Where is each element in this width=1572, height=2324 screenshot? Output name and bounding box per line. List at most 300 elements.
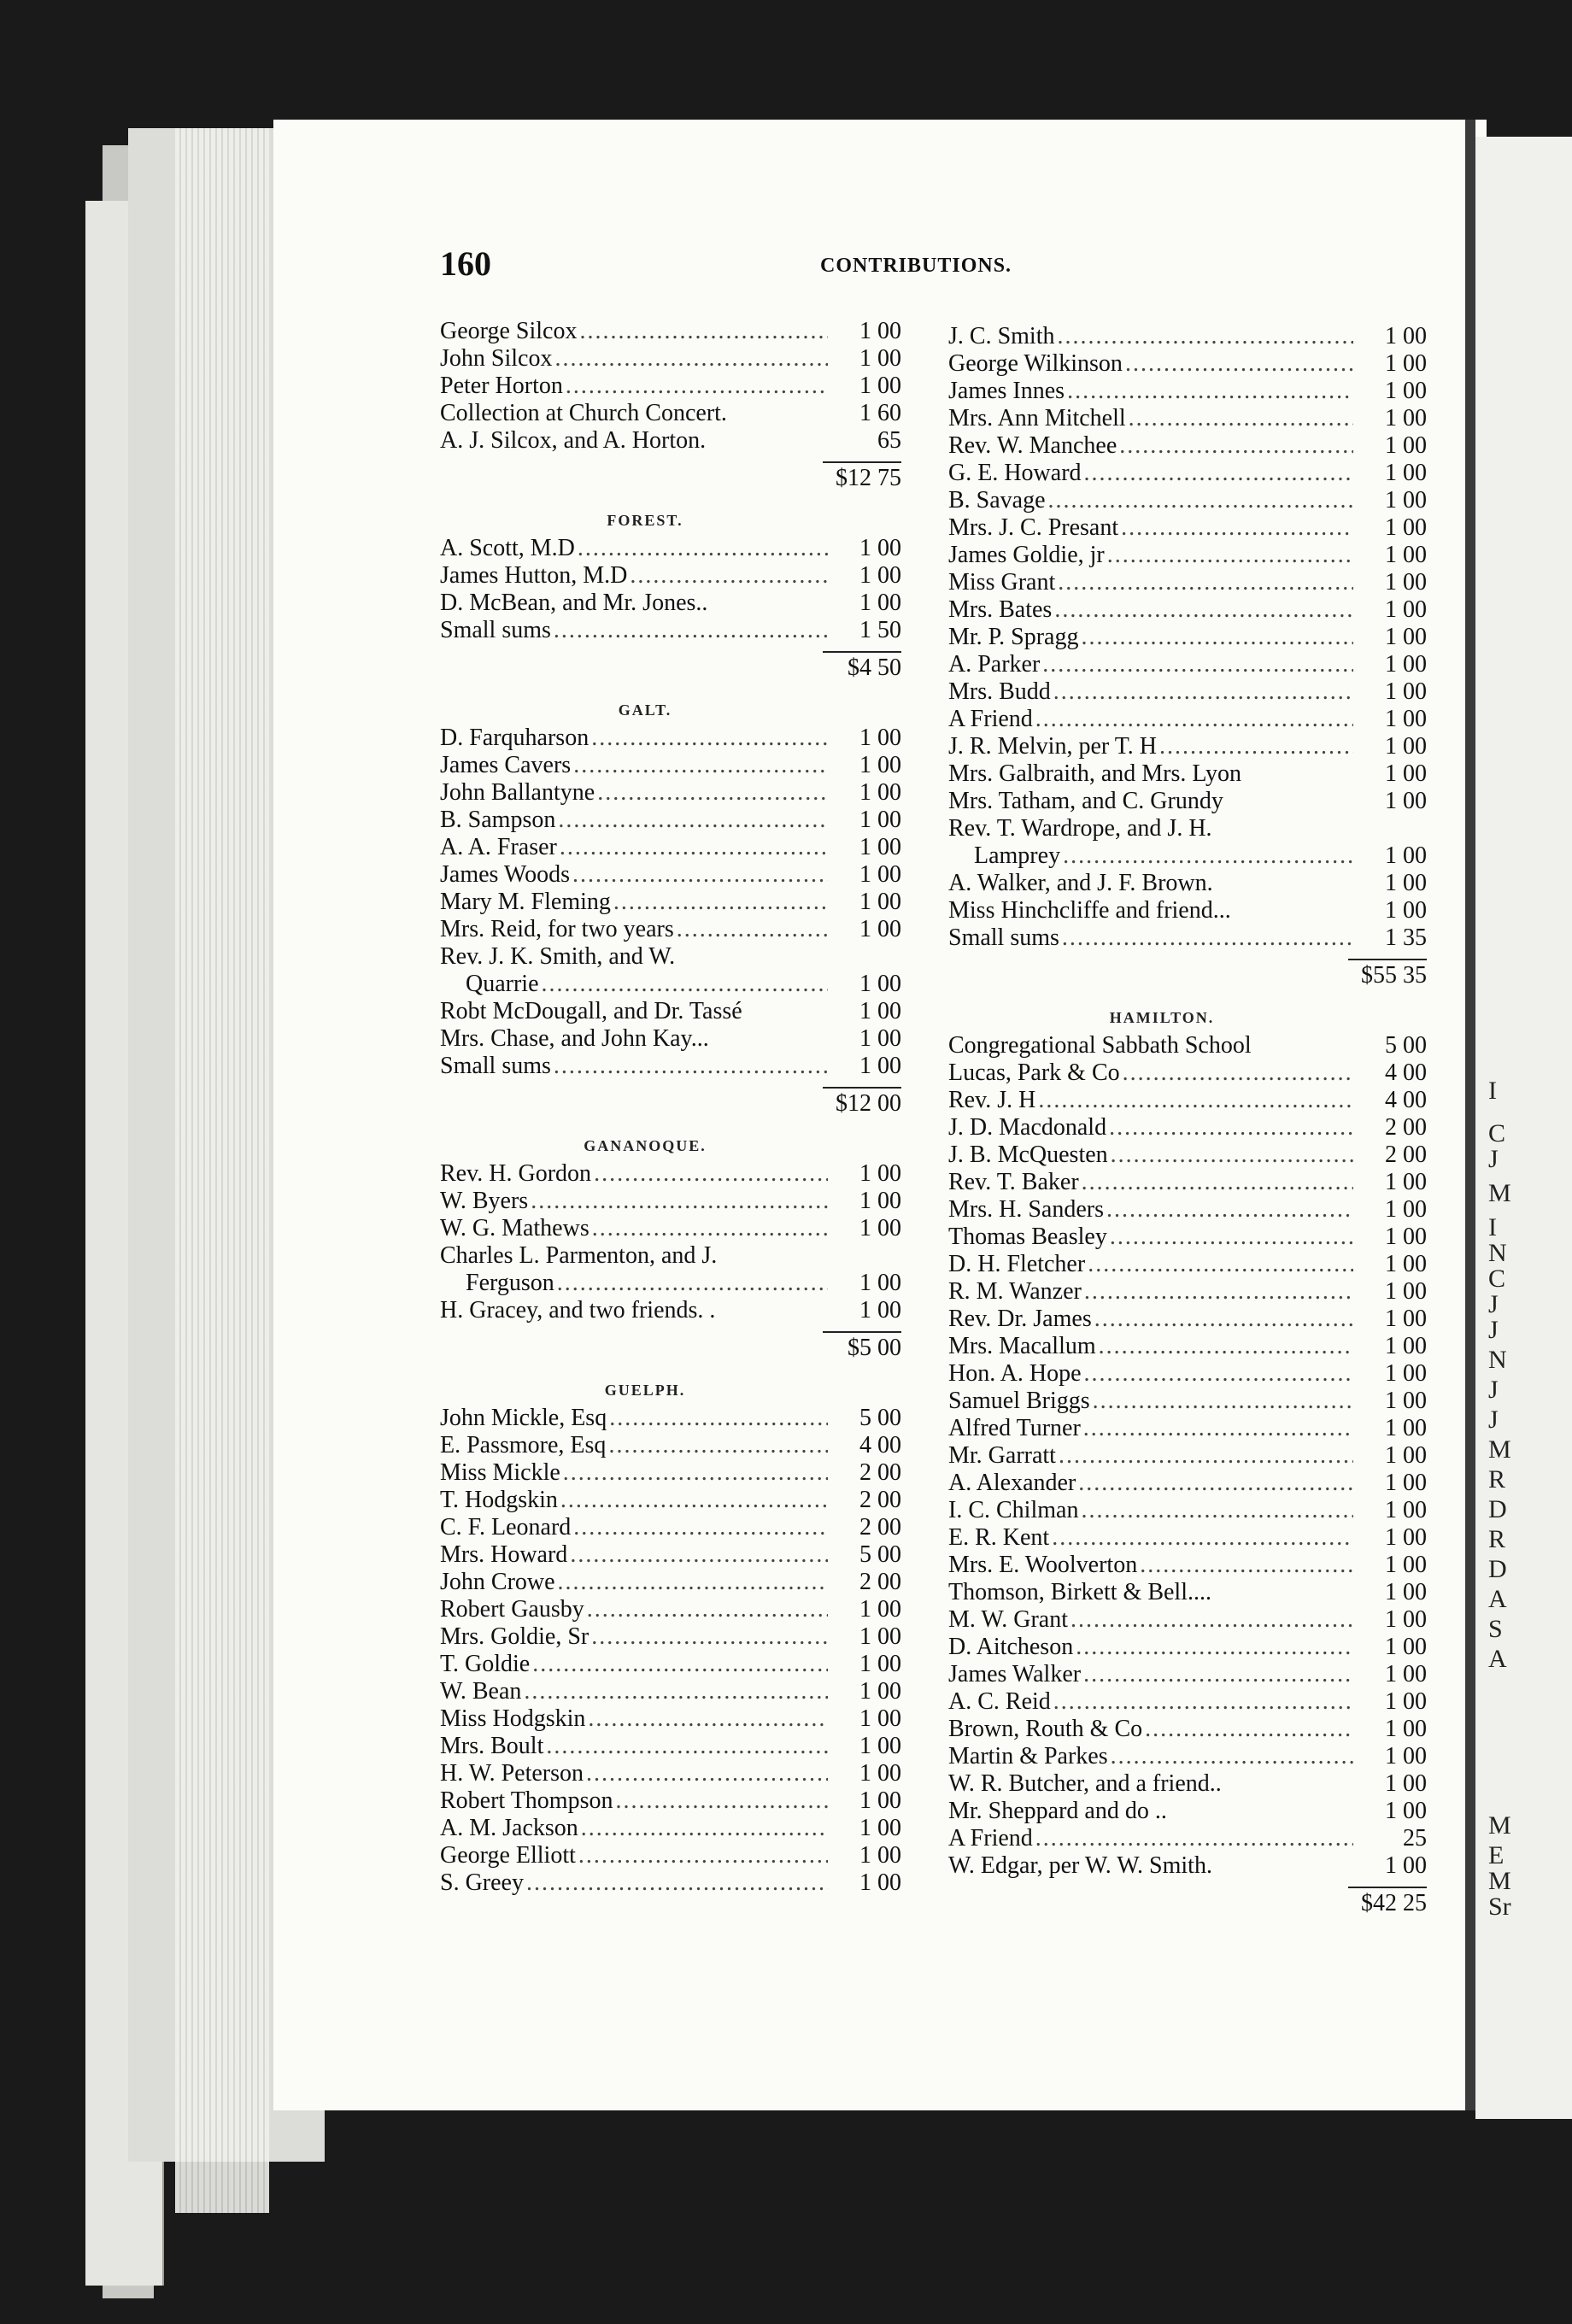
contributor-name: Mrs. H. Sanders (948, 1196, 1104, 1223)
leader-dots (589, 1623, 828, 1651)
contributor-name: W. Bean (440, 1678, 522, 1705)
contribution-amount: 1 00 (1385, 1743, 1427, 1769)
contribution-row (440, 1459, 901, 1487)
adjacent-page-letter: M (1488, 1867, 1511, 1895)
contributor-name: G. E. Howard (948, 460, 1082, 486)
contribution-row (948, 1743, 1427, 1770)
contribution-row (948, 1852, 1427, 1880)
contribution-row (948, 432, 1427, 460)
contribution-row (948, 1169, 1427, 1196)
contribution-row (948, 1114, 1427, 1141)
contribution-row (440, 1623, 901, 1651)
leader-dots (1046, 487, 1353, 514)
contribution-row (440, 318, 901, 345)
adjacent-page-letter: J (1488, 1145, 1499, 1173)
contribution-row (948, 1278, 1427, 1306)
contributor-name: A. Scott, M.D (440, 535, 575, 561)
leader-dots (589, 725, 828, 752)
contribution-row (948, 815, 1427, 842)
leader-dots (571, 1514, 828, 1541)
leader-dots (1142, 1716, 1353, 1743)
contribution-amount: 1 00 (1385, 1634, 1427, 1660)
contribution-row (440, 535, 901, 562)
section-total: $12 75 (836, 465, 901, 491)
contribution-amount: 1 00 (859, 562, 901, 589)
contribution-row (948, 514, 1427, 542)
leader-dots (1096, 1333, 1353, 1360)
contribution-row (948, 842, 1427, 870)
leader-dots (555, 1569, 828, 1596)
contributor-name: A Friend (948, 1825, 1033, 1852)
contribution-row (948, 733, 1427, 760)
adjacent-page-letter: A (1488, 1585, 1507, 1613)
contributor-name: Lucas, Park & Co (948, 1059, 1120, 1086)
contribution-amount: 1 00 (859, 1869, 901, 1896)
contribution-amount: 1 00 (1385, 1306, 1427, 1332)
contribution-amount: 1 00 (1385, 323, 1427, 349)
leader-dots (1051, 678, 1353, 706)
contributor-name: Robert Thompson (440, 1787, 613, 1814)
contribution-row (948, 487, 1427, 514)
contribution-amount: 1 00 (1385, 405, 1427, 431)
contributor-name: Thomas Beasley (948, 1224, 1107, 1250)
adjacent-page-letter: R (1488, 1525, 1506, 1553)
contribution-row (440, 1025, 901, 1053)
leader-dots (571, 752, 828, 779)
contribution-row (948, 378, 1427, 405)
contribution-amount: 1 00 (859, 318, 901, 344)
contribution-amount: 1 00 (859, 1760, 901, 1787)
contribution-row (948, 706, 1427, 733)
leader-dots (558, 1487, 828, 1514)
leader-dots (1065, 378, 1353, 405)
contribution-amount: 1 00 (1385, 514, 1427, 541)
contributor-name: Rev. H. Gordon (440, 1160, 592, 1187)
contributor-name: E. R. Kent (948, 1524, 1050, 1551)
contribution-row (948, 1497, 1427, 1524)
contributor-name: Congregational Sabbath School (948, 1032, 1252, 1059)
contribution-amount: 1 00 (859, 1025, 901, 1052)
contribution-amount: 1 00 (1385, 1524, 1427, 1551)
contribution-row (948, 1333, 1427, 1360)
leader-dots (563, 373, 828, 400)
contributor-name: George Wilkinson (948, 350, 1123, 377)
contributor-name: D. McBean, and Mr. Jones.. (440, 590, 708, 616)
contribution-amount: 5 00 (859, 1405, 901, 1431)
contribution-row (948, 1360, 1427, 1388)
contributor-name: Mr. Sheppard and do .. (948, 1798, 1167, 1824)
contribution-amount: 1 00 (1385, 1169, 1427, 1195)
leader-dots (1033, 706, 1353, 733)
contribution-amount: 1 00 (1385, 897, 1427, 924)
contribution-amount: 1 00 (1385, 678, 1427, 705)
contributor-name: D. Aitcheson (948, 1634, 1074, 1660)
contribution-row (948, 460, 1427, 487)
contributor-name: E. Passmore, Esq (440, 1432, 607, 1458)
contribution-amount: 25 (1403, 1825, 1427, 1852)
contribution-row (440, 779, 901, 807)
contribution-amount: 1 00 (1385, 1196, 1427, 1223)
leader-dots (524, 1869, 828, 1897)
contributor-name: Robt McDougall, and Dr. Tassé (440, 998, 742, 1024)
contribution-amount: 65 (877, 427, 901, 454)
contribution-amount: 1 00 (859, 779, 901, 806)
leader-dots (1081, 1661, 1353, 1688)
contribution-amount: 1 00 (859, 834, 901, 860)
contributor-name: B. Sampson (440, 807, 556, 833)
contribution-amount: 2 00 (859, 1514, 901, 1541)
contribution-amount: 1 00 (1385, 788, 1427, 814)
leader-dots (1104, 1196, 1353, 1224)
contributor-name: D. Farquharson (440, 725, 590, 751)
contribution-amount: 2 00 (859, 1487, 901, 1513)
contribution-row (948, 1141, 1427, 1169)
section-total: $42 25 (1361, 1890, 1427, 1916)
contribution-amount: 1 00 (859, 1297, 901, 1323)
adjacent-page-letter: E (1488, 1841, 1505, 1869)
contribution-amount: 1 00 (1385, 542, 1427, 568)
contribution-row (948, 1470, 1427, 1497)
section-heading: GUELPH. (604, 1382, 686, 1399)
contributor-name: J. R. Melvin, per T. H (948, 733, 1157, 760)
leader-dots (567, 1541, 828, 1569)
contribution-row (440, 1188, 901, 1215)
contribution-amount: 1 00 (1385, 1360, 1427, 1387)
contributor-name: A. A. Fraser (440, 834, 557, 860)
leader-dots (1073, 1634, 1353, 1661)
adjacent-page-letter: I (1488, 1077, 1497, 1105)
contributor-name: James Cavers (440, 752, 572, 778)
leader-dots (627, 562, 828, 590)
leader-dots (555, 807, 828, 834)
contribution-row (440, 1432, 901, 1459)
contribution-amount: 1 00 (1385, 1442, 1427, 1469)
contribution-amount: 1 00 (1385, 1688, 1427, 1715)
contribution-amount: 1 00 (1385, 1852, 1427, 1879)
contribution-amount: 1 00 (1385, 1716, 1427, 1742)
contribution-row (440, 971, 901, 998)
contribution-row (440, 1541, 901, 1569)
leader-dots (576, 1842, 828, 1869)
leader-dots (578, 1815, 828, 1842)
contributor-name: Mrs. J. C. Presant (948, 514, 1119, 541)
contribution-row (948, 405, 1427, 432)
leader-dots (521, 1678, 828, 1705)
contribution-amount: 1 00 (1385, 378, 1427, 404)
contributor-name: James Hutton, M.D (440, 562, 628, 589)
section-total: $55 35 (1361, 962, 1427, 989)
contribution-amount: 1 00 (1385, 651, 1427, 678)
leader-dots (1049, 1524, 1353, 1552)
contribution-amount: 1 00 (1385, 1278, 1427, 1305)
contribution-amount: 1 00 (859, 861, 901, 888)
page-number: 160 (440, 244, 491, 283)
contribution-row (948, 870, 1427, 897)
contribution-row (440, 1815, 901, 1842)
leader-dots (584, 1760, 828, 1787)
contribution-row (440, 1678, 901, 1705)
contribution-row (948, 1224, 1427, 1251)
adjacent-page-letter: J (1488, 1290, 1499, 1318)
leader-dots (1081, 1415, 1353, 1442)
contribution-row (440, 1297, 901, 1324)
contribution-row (948, 1716, 1427, 1743)
leader-dots (613, 1787, 828, 1815)
contribution-row (440, 998, 901, 1025)
contributor-name: Rev. W. Manchee (948, 432, 1117, 459)
contributor-name: T. Goldie (440, 1651, 531, 1677)
contribution-row (948, 1306, 1427, 1333)
contribution-row (440, 1869, 901, 1897)
leader-dots (1082, 1360, 1353, 1388)
contribution-amount: 1 00 (1385, 1415, 1427, 1441)
contributor-name: Rev. T. Baker (948, 1169, 1079, 1195)
leader-dots (1054, 323, 1353, 350)
leader-dots (560, 1459, 828, 1487)
contributor-name: W. R. Butcher, and a friend.. (948, 1770, 1222, 1797)
contributor-name: M. W. Grant (948, 1606, 1068, 1633)
contribution-amount: 1 00 (859, 916, 901, 942)
contribution-row (440, 1733, 901, 1760)
leader-dots (611, 889, 828, 916)
contributor-name: S. Greey (440, 1869, 524, 1896)
contribution-amount: 1 00 (859, 373, 901, 399)
adjacent-page-letter: M (1488, 1179, 1511, 1207)
contribution-amount: 1 00 (1385, 1251, 1427, 1277)
left-column (440, 318, 901, 1897)
leader-dots (1157, 733, 1353, 760)
adjacent-page-letter: M (1488, 1811, 1511, 1840)
contribution-row (948, 1196, 1427, 1224)
contribution-amount: 1 00 (1385, 1552, 1427, 1578)
contributor-name: Miss Hodgskin (440, 1705, 586, 1732)
leader-dots (1092, 1306, 1353, 1333)
contribution-row (948, 1251, 1427, 1278)
contribution-row (440, 617, 901, 644)
contribution-amount: 2 00 (1385, 1114, 1427, 1141)
right-column (948, 323, 1427, 1931)
contribution-amount: 1 00 (1385, 350, 1427, 377)
contribution-amount: 1 00 (1385, 624, 1427, 650)
contribution-amount: 1 00 (1385, 432, 1427, 459)
contributor-name: Mary M. Fleming (440, 889, 611, 915)
contributor-name: Lamprey (974, 842, 1061, 869)
adjacent-page-letter: R (1488, 1465, 1506, 1494)
contribution-amount: 1 00 (1385, 1606, 1427, 1633)
contributor-name: Mrs. Macallum (948, 1333, 1096, 1359)
contributor-name: W. Edgar, per W. W. Smith. (948, 1852, 1212, 1879)
contribution-row (440, 1705, 901, 1733)
leader-dots (1060, 842, 1353, 870)
contribution-row (440, 1215, 901, 1242)
leader-dots (539, 971, 828, 998)
contribution-row (948, 624, 1427, 651)
contributor-name: Martin & Parkes (948, 1743, 1108, 1769)
contributor-name: Collection at Church Concert. (440, 400, 727, 426)
leader-dots (551, 617, 828, 644)
adjacent-page-letter: I (1488, 1213, 1497, 1241)
contributor-name: Hon. A. Hope (948, 1360, 1082, 1387)
adjacent-page-letter: J (1488, 1376, 1499, 1404)
section-total: $4 50 (848, 654, 901, 681)
contributor-name: Mr. Garratt (948, 1442, 1056, 1469)
section-heading: GANANOQUE. (584, 1137, 707, 1154)
contribution-row (948, 1442, 1427, 1470)
contributor-name: Miss Grant (948, 569, 1056, 596)
adjacent-page-letter: D (1488, 1555, 1507, 1583)
contributor-name: Mrs. Goldie, Sr (440, 1623, 590, 1650)
contribution-amount: 1 00 (1385, 870, 1427, 896)
contribution-row (948, 1688, 1427, 1716)
contributor-name: A Friend (948, 706, 1033, 732)
contribution-amount: 2 00 (859, 1569, 901, 1595)
contribution-row (948, 760, 1427, 788)
contributor-name: Mrs. Boult (440, 1733, 544, 1759)
contribution-amount: 1 00 (859, 1733, 901, 1759)
contributor-name: Rev. T. Wardrope, and J. H. (948, 815, 1212, 842)
contribution-row (948, 788, 1427, 815)
contribution-row (440, 1405, 901, 1432)
contribution-row (440, 916, 901, 943)
contribution-row (440, 1270, 901, 1297)
contribution-row (440, 807, 901, 834)
leader-dots (1105, 542, 1353, 569)
contribution-row (948, 924, 1427, 952)
contribution-amount: 1 00 (859, 1651, 901, 1677)
contribution-amount: 1 00 (1385, 733, 1427, 760)
contribution-amount: 1 00 (859, 1705, 901, 1732)
adjacent-page-letter: D (1488, 1495, 1507, 1523)
contribution-amount: 1 00 (859, 1623, 901, 1650)
leader-dots (1033, 1825, 1353, 1852)
leader-dots (1078, 1497, 1353, 1524)
contributor-name: James Goldie, jr (948, 542, 1105, 568)
section-heading: FOREST. (607, 512, 683, 529)
contributor-name: I. C. Chilman (948, 1497, 1079, 1523)
contribution-row (440, 1651, 901, 1678)
leader-dots (570, 861, 828, 889)
contribution-amount: 1 00 (1385, 706, 1427, 732)
contribution-row (440, 590, 901, 617)
contribution-row (440, 1596, 901, 1623)
contribution-amount: 1 00 (1385, 1224, 1427, 1250)
contribution-row (948, 1552, 1427, 1579)
leader-dots (528, 1188, 828, 1215)
contributor-name: Small sums (440, 617, 551, 643)
contributor-name: W. Byers (440, 1188, 529, 1214)
contribution-amount: 1 00 (859, 1596, 901, 1623)
contribution-amount: 5 00 (859, 1541, 901, 1568)
contribution-amount: 1 00 (859, 1815, 901, 1841)
contributor-name: A. Alexander (948, 1470, 1076, 1496)
contributor-name: Quarrie (466, 971, 539, 997)
contribution-row (948, 350, 1427, 378)
section-heading: GALT. (618, 701, 672, 719)
leader-dots (1082, 460, 1353, 487)
contribution-amount: 1 00 (859, 590, 901, 616)
contribution-amount: 1 00 (1385, 1388, 1427, 1414)
contributor-name: R. M. Wanzer (948, 1278, 1082, 1305)
section-heading: HAMILTON. (1109, 1009, 1215, 1026)
page-edges (175, 128, 269, 2213)
contributor-name: Thomson, Birkett & Bell.... (948, 1579, 1211, 1605)
contribution-row (948, 897, 1427, 924)
contribution-row (948, 1059, 1427, 1087)
contributor-name: Brown, Routh & Co (948, 1716, 1143, 1742)
contributor-name: Miss Hinchcliffe and friend... (948, 897, 1231, 924)
adjacent-page-letter: N (1488, 1239, 1507, 1267)
contributor-name: Rev. J. K. Smith, and W. (440, 943, 676, 970)
contribution-row (440, 1569, 901, 1596)
adjacent-page-letter: Sr (1488, 1893, 1511, 1921)
contribution-amount: 2 00 (859, 1459, 901, 1486)
contributor-name: Mrs. Reid, for two years (440, 916, 674, 942)
contributor-name: Small sums (440, 1053, 551, 1079)
leader-dots (1107, 1224, 1353, 1251)
contributor-name: George Elliott (440, 1842, 576, 1869)
contribution-row (440, 1053, 901, 1080)
contribution-amount: 1 00 (1385, 842, 1427, 869)
leader-dots (1076, 1470, 1353, 1497)
contribution-row (440, 943, 901, 971)
contributor-name: Small sums (948, 924, 1059, 951)
leader-dots (1079, 1169, 1353, 1196)
contribution-amount: 1 00 (859, 345, 901, 372)
contribution-amount: 1 00 (859, 752, 901, 778)
contribution-amount: 1 00 (1385, 1470, 1427, 1496)
contribution-row (440, 889, 901, 916)
contribution-row (440, 345, 901, 373)
contributor-name: James Woods (440, 861, 571, 888)
contributor-name: Mrs. Howard (440, 1541, 568, 1568)
contribution-row (440, 373, 901, 400)
contribution-amount: 1 00 (1385, 596, 1427, 623)
adjacent-page-letter: J (1488, 1316, 1499, 1344)
contribution-row (948, 678, 1427, 706)
leader-dots (1106, 1114, 1353, 1141)
contributor-name: Alfred Turner (948, 1415, 1081, 1441)
contributor-name: Mrs. Budd (948, 678, 1051, 705)
contribution-amount: 1 00 (859, 725, 901, 751)
contribution-amount: 1 00 (859, 1787, 901, 1814)
leader-dots (591, 1160, 828, 1188)
contributor-name: T. Hodgskin (440, 1487, 558, 1513)
leader-dots (1035, 1087, 1353, 1114)
contributor-name: Mrs. Tatham, and C. Grundy (948, 788, 1223, 814)
contributor-name: A. Walker, and J. F. Brown. (948, 870, 1213, 896)
adjacent-page-letter: C (1488, 1265, 1506, 1293)
contribution-row (440, 834, 901, 861)
contributor-name: Mr. P. Spragg (948, 624, 1079, 650)
leader-dots (1051, 1688, 1353, 1716)
contributor-name: Samuel Briggs (948, 1388, 1090, 1414)
contribution-amount: 1 00 (859, 535, 901, 561)
contribution-row (440, 400, 901, 427)
adjacent-page-letter: N (1488, 1346, 1507, 1374)
leader-dots (1108, 1743, 1353, 1770)
contributor-name: Mrs. E. Woolverton (948, 1552, 1138, 1578)
leader-dots (577, 318, 828, 345)
leader-dots (1117, 432, 1353, 460)
leader-dots (606, 1432, 828, 1459)
contribution-amount: 1 00 (859, 889, 901, 915)
contributor-name: James Innes (948, 378, 1065, 404)
contributor-name: J. C. Smith (948, 323, 1055, 349)
contribution-amount: 1 00 (1385, 1798, 1427, 1824)
leader-dots (584, 1596, 828, 1623)
contribution-row (440, 1514, 901, 1541)
contribution-row (948, 1087, 1427, 1114)
